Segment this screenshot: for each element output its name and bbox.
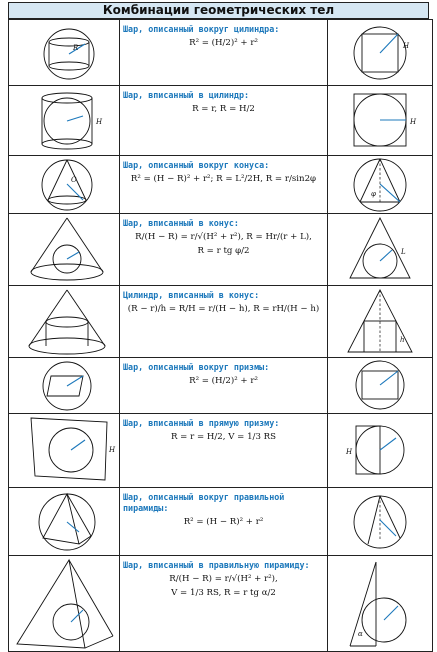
row-heading: Шар, вписанный в конус: — [123, 218, 239, 228]
text-cell — [120, 414, 328, 488]
table-row — [9, 414, 433, 488]
cylinder-in-cone-figure — [9, 286, 119, 357]
row-formula: R/(H − R) = r/√(H² + r²), R = Hr/(r + L), — [135, 232, 312, 242]
row-heading: Шар, описанный вокруг цилиндра: — [123, 24, 280, 34]
row-formula: R² = (H − R)² + r²; R = L²/2H, R = r/sin2φ — [130, 174, 317, 184]
sphere-cylinder-figure — [9, 20, 119, 85]
sphere-cone-figure — [9, 156, 119, 213]
title-bar — [8, 2, 429, 19]
sphere-in-cylinder-section — [328, 86, 432, 155]
sphere-prism-figure — [9, 358, 119, 413]
table-row — [9, 86, 433, 156]
sphere-cylinder-section — [328, 20, 432, 85]
figure-cell — [9, 488, 120, 556]
figure-cell — [9, 86, 120, 156]
row-formula: (R − r)/h = R/H = r/(H − h), R = rH/(H − h) — [127, 304, 320, 314]
label-phi: φ — [371, 190, 376, 198]
text-cell — [120, 358, 328, 414]
sphere-pyramid-figure — [9, 488, 119, 555]
section-cell — [328, 488, 433, 556]
figure-cell — [9, 156, 120, 214]
row-heading: Шар, описанный вокруг конуса: — [123, 160, 270, 170]
sphere-in-cylinder-figure — [9, 86, 119, 155]
sphere-in-prism-section — [328, 414, 432, 487]
table-row — [9, 214, 433, 286]
row-formula: R² = (H − R)² + r² — [183, 517, 264, 527]
text-cell — [120, 214, 328, 286]
label-H: H — [96, 118, 103, 126]
figure-cell — [9, 358, 120, 414]
table-row — [9, 156, 433, 214]
label-h: h — [400, 336, 405, 344]
figure-cell — [9, 556, 120, 652]
figure-cell — [9, 20, 120, 86]
row-formula: V = 1/3 RS, R = r tg α/2 — [171, 588, 276, 598]
cylinder-in-cone-section — [328, 286, 432, 357]
sphere-in-cone-section — [328, 214, 432, 285]
section-cell — [328, 86, 433, 156]
sphere-prism-section — [328, 358, 432, 413]
label-H: H — [346, 448, 353, 456]
text-cell — [120, 556, 328, 652]
text-cell — [120, 286, 328, 358]
text-cell — [120, 156, 328, 214]
figure-cell — [9, 214, 120, 286]
row-heading: Шар, вписанный в цилиндр: — [123, 90, 250, 100]
label-O: O — [71, 176, 77, 184]
section-cell — [328, 556, 433, 652]
text-cell — [120, 86, 328, 156]
figure-cell — [9, 414, 120, 488]
figure-cell — [9, 286, 120, 358]
section-cell — [328, 358, 433, 414]
label-L: L — [401, 248, 406, 256]
table-row — [9, 20, 433, 86]
section-cell — [328, 414, 433, 488]
row-heading: Цилиндр, вписанный в конус: — [123, 290, 260, 300]
row-heading: Шар, описанный вокруг призмы: — [123, 362, 270, 372]
section-cell — [328, 214, 433, 286]
page-title: Комбинации геометрических тел — [102, 3, 335, 17]
row-formula: R² = (H/2)² + r² — [189, 38, 258, 48]
section-cell — [328, 156, 433, 214]
sphere-pyramid-section — [328, 488, 432, 555]
label-H: H — [410, 118, 417, 126]
sphere-in-cone-figure — [9, 214, 119, 285]
row-formula: R = r, R = H/2 — [192, 104, 255, 114]
label-H: H — [109, 446, 116, 454]
row-formula: R² = (H/2)² + r² — [189, 376, 258, 386]
table-row — [9, 488, 433, 556]
row-heading: Шар, описанный вокруг правильной пирамиды: — [123, 492, 285, 513]
sphere-cone-section — [328, 156, 432, 213]
section-cell — [328, 286, 433, 358]
row-formula: R = r = H/2, V = 1/3 RS — [170, 432, 277, 442]
label-alpha: α — [358, 630, 363, 638]
table-row — [9, 286, 433, 358]
table-row — [9, 556, 433, 652]
combinations-table — [8, 19, 433, 652]
label-H: H — [403, 42, 410, 50]
row-formula: R/(H − R) = r/√(H² + r²), — [169, 574, 278, 584]
sphere-in-prism-figure — [9, 414, 119, 487]
table-row — [9, 358, 433, 414]
row-heading: Шар, вписанный в правильную пирамиду: — [123, 560, 310, 570]
section-cell — [328, 20, 433, 86]
text-cell — [120, 488, 328, 556]
row-formula: R = r tg φ/2 — [197, 246, 250, 256]
text-cell — [120, 20, 328, 86]
row-heading: Шар, вписанный в прямую призму: — [123, 418, 280, 428]
label-R: R — [73, 44, 79, 52]
